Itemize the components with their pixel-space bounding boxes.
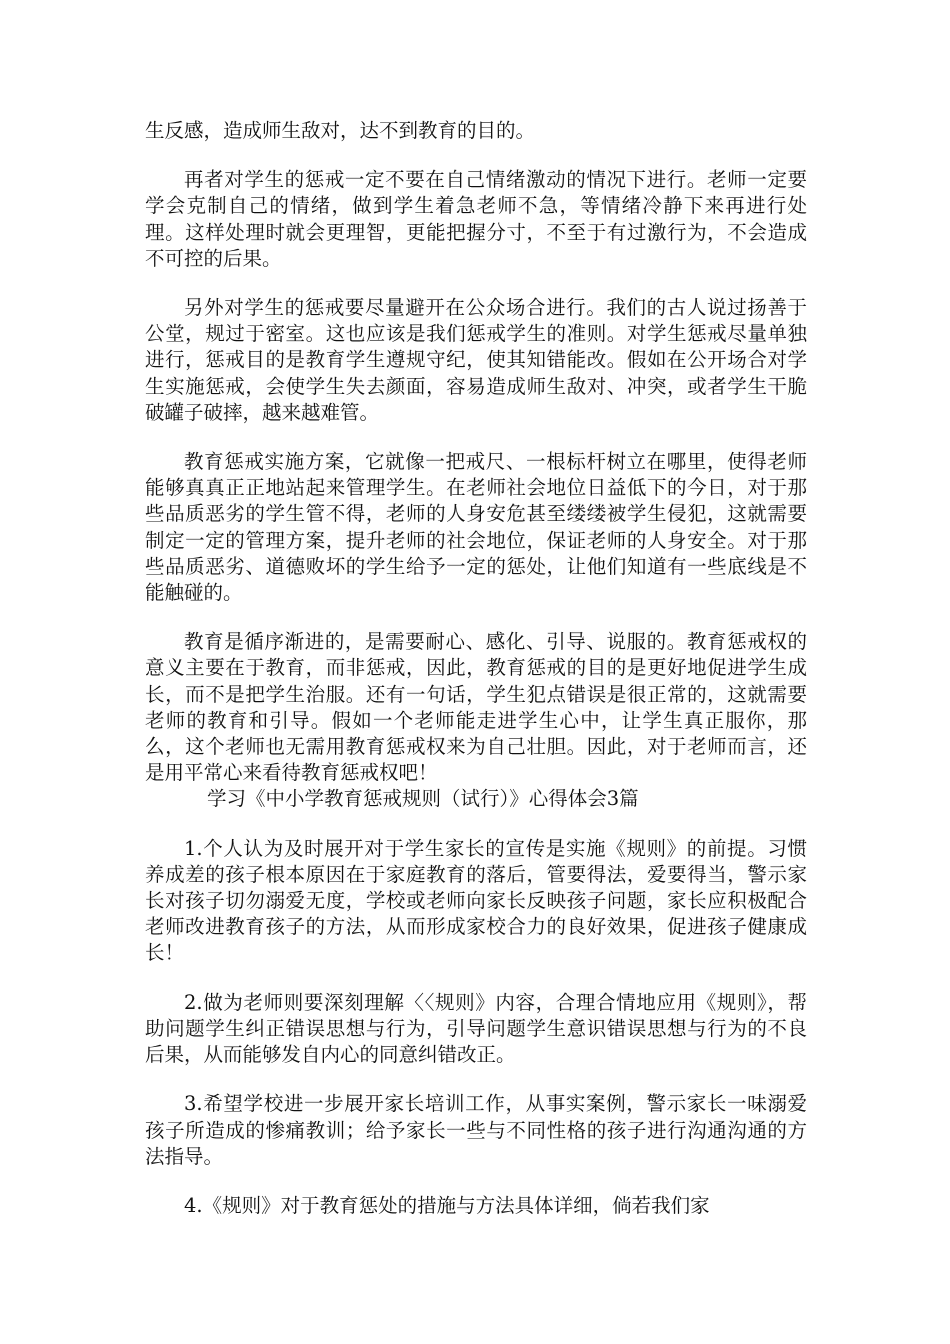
paragraph-private-discipline: 另外对学生的惩戒要尽量避开在公众场合进行。我们的古人说过扬善于公堂，规过于密室。这也应该是我们惩戒学生的准则。对学生惩戒尽量单独进行，惩戒目的是教育学生遵规守纪，使其知错能改。假如在公开场合对学生实施惩戒，会使学生失去颜面，容易造成师生敌对、冲突，或者学生干脆破罐子破摔，越来越难管。 [145,296,807,424]
paragraph-continuation: 生反感，造成师生敌对，达不到教育的目的。 [145,119,536,142]
list-item: 4.《规则》对于教育惩处的措施与方法具体详细，倘若我们家 [184,1193,710,1217]
section-heading: 学习《中小学教育惩戒规则（试行）》心得体会3篇 [207,787,639,811]
list-item: 3.希望学校进一步展开家长培训工作，从事实案例，警示家长一味溺爱孩子所造成的惨痛教训；给予家长一些与不同性格的孩子进行沟通沟通的方法指导。 [145,1092,807,1168]
paragraph-implementation-plan: 教育惩戒实施方案，它就像一把戒尺、一根标杆树立在哪里，使得老师能够真真正正地站起来管理学生。在老师社会地位日益低下的今日，对于那些品质恶劣的学生管不得，老师的人身安危甚至缕缕被学生侵犯，这就需要制定一定的管理方案，提升老师的社会地位，保证老师的人身安全。对于那些品质恶劣、道德败坏的学生给予一定的惩处，让他们知道有一些底线是不能触碰的。 [145,450,807,605]
paragraph-education-gradual: 教育是循序渐进的，是需要耐心、感化、引导、说服的。教育惩戒权的意义主要在于教育，而非惩戒，因此，教育惩戒的目的是更好地促进学生成长，而不是把学生治服。还有一句话，学生犯点错误是很正常的，这就需要老师的教育和引导。假如一个老师能走进学生心中，让学生真正服你，那么，这个老师也无需用教育惩戒权来为自己壮胆。因此，对于老师而言，还是用平常心来看待教育惩戒权吧！ [145,630,807,785]
document-page [145,118,807,1242]
paragraph-emotion-control: 再者对学生的惩戒一定不要在自己情绪激动的情况下进行。老师一定要学会克制自己的情绪，做到学生着急老师不急，等情绪冷静下来再进行处理。这样处理时就会更理智，更能把握分寸，不至于有过激行为，不会造成不可控的后果。 [145,168,807,270]
list-item: 1.个人认为及时展开对于学生家长的宣传是实施《规则》的前提。习惯养成差的孩子根本原因在于家庭教育的落后，管要得法，爱要得当，警示家长对孩子切勿溺爱无度，学校或老师向家长反映孩子问题，家长应积极配合老师改进教育孩子的方法，从而形成家校合力的良好效果，促进孩子健康成长！ [145,836,807,965]
list-item: 2.做为老师则要深刻理解〈〈规则》内容，合理合情地应用《规则》，帮助问题学生纠正错误思想与行为，引导问题学生意识错误思想与行为的不良后果，从而能够发自内心的同意纠错改正。 [145,990,807,1067]
